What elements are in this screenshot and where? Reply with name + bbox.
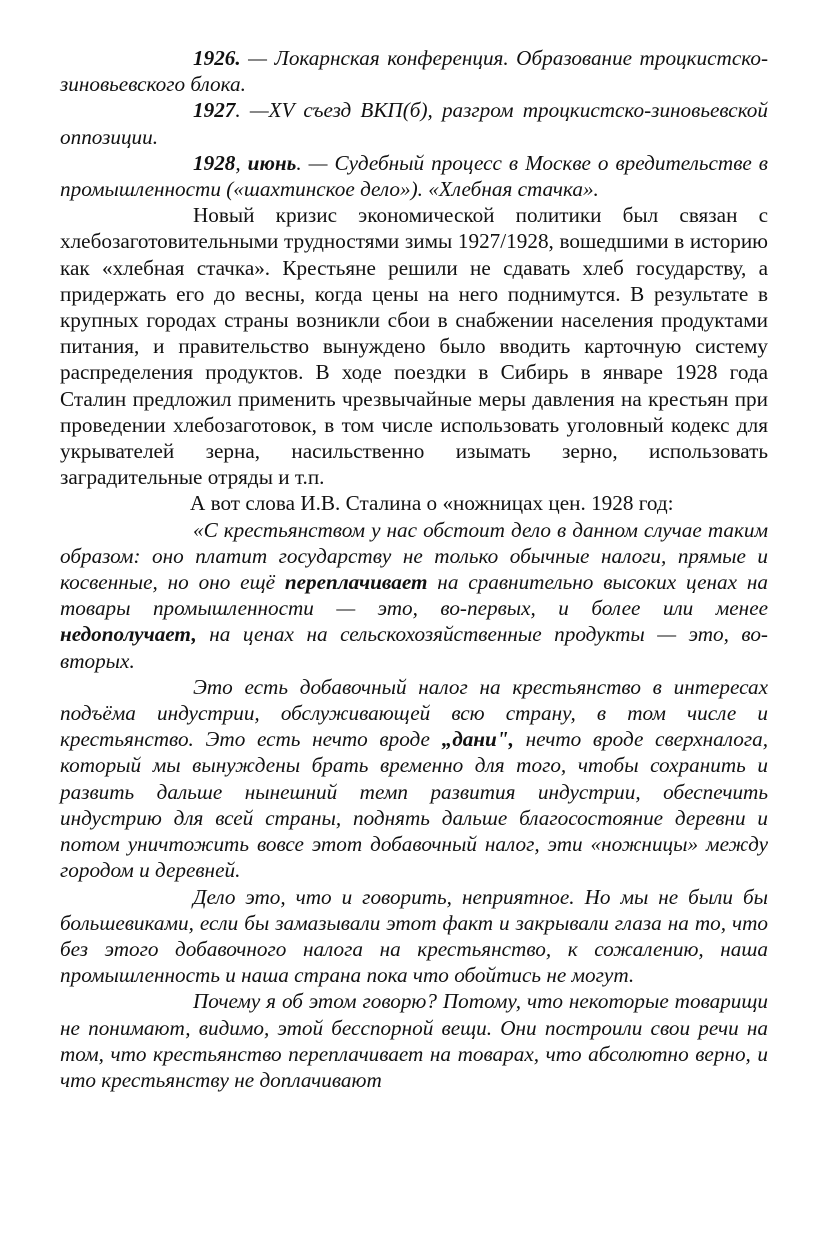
quote-intro: А вот слова И.В. Сталина о «ножницах цен. 1928 год:	[190, 491, 674, 516]
quote-text: на ценах на сельскохозяйственные продукты — это, во-вторых.	[60, 622, 768, 673]
entry-text: — Локарнская конференция. Образование троцкистско-зиновьевского блока.	[60, 46, 768, 97]
quote-paragraph-1	[60, 517, 768, 674]
entry-separator: ,	[235, 150, 248, 175]
quote-emphasis: „дани",	[441, 727, 514, 752]
quote-paragraph-3: Дело это, что и говорить, неприятное. Но мы не были бы большевиками, если бы замазывали этот факт и закрывали глаза на то, что без этого добавочного налога на крестьянство, к сожалению, наша промышленность и наша страна пока что обойтись не могут.	[60, 884, 768, 988]
chronology-entry-1928	[60, 150, 768, 202]
quote-paragraph-2	[60, 674, 768, 884]
quote-emphasis: недополучает,	[60, 622, 197, 647]
quote-text: «С крестьянством у нас обстоит дело в данном случае таким образом: оно платит государству не только обычные налоги, прямые и косвенные, но оно ещё	[60, 517, 768, 595]
chronology-entry-1926	[60, 45, 768, 97]
quote-text: нечто вроде сверхналога, который мы вынуждены брать временно для того, чтобы сохранить и развить дальше нынешний темп развития индустрии, обеспечить индустрию для всей страны, поднять дальше благосостояние деревни и потом уничтожить вовсе этот добавочный налог, эти «ножницы» между городом и деревней.	[60, 727, 768, 883]
quote-text: на сравнительно высоких ценах на товары промышленности — это, во-первых, и более или менее	[60, 570, 768, 621]
entry-text: . — Судебный процесс в Москве о вредительстве в промышленности («шахтинское дело»). «Хлебная стачка».	[60, 150, 768, 202]
entry-date: 1927	[193, 98, 236, 123]
chronology-entry-1927	[60, 97, 768, 149]
quote-emphasis: переплачивает	[284, 570, 428, 595]
entry-month: июнь	[247, 150, 297, 175]
entry-date: 1926.	[193, 46, 241, 70]
quote-paragraph-4: Почему я об этом говорю? Потому, что некоторые товарищи не понимают, видимо, этой бесспорной вещи. Они построили свои речи на том, что крестьянство переплачивает на товарах, что абсолютно верно, и что крестьянству не доплачивают	[60, 989, 768, 1092]
entry-date: 1928	[193, 150, 236, 175]
body-paragraph: Новый кризис экономической политики был связан с хлебозаготовительными трудностями зимы 1927/1928, вошедшими в историю как «хлебная стачка». Крестьяне решили не сдавать хлеб государству, а придержать его до весны, когда цены на него поднимутся. В результате в крупных городах страны возникли сбои в снабжении населения продуктами питания, и правительство вынуждено было вводить карточную систему распределения продуктов. В ходе поездки в Сибирь в январе 1928 года Сталин предложил применить чрезвычайные меры давления на крестьян при проведении хлебозаготовок, в том числе использовать уголовный кодекс для укрывателей зерна, насильственно изымать зерно, использовать заградительные отряды и т.п.	[60, 203, 768, 490]
quote-text: Это есть добавочный налог на крестьянство в интересах подъёма индустрии, обслуживающей всю страну, в том числе и крестьянство. Это есть нечто вроде	[60, 674, 768, 752]
entry-text: . —XV съезд ВКП(б), разгром троцкистско-зиновьевской оппозиции.	[60, 98, 768, 149]
